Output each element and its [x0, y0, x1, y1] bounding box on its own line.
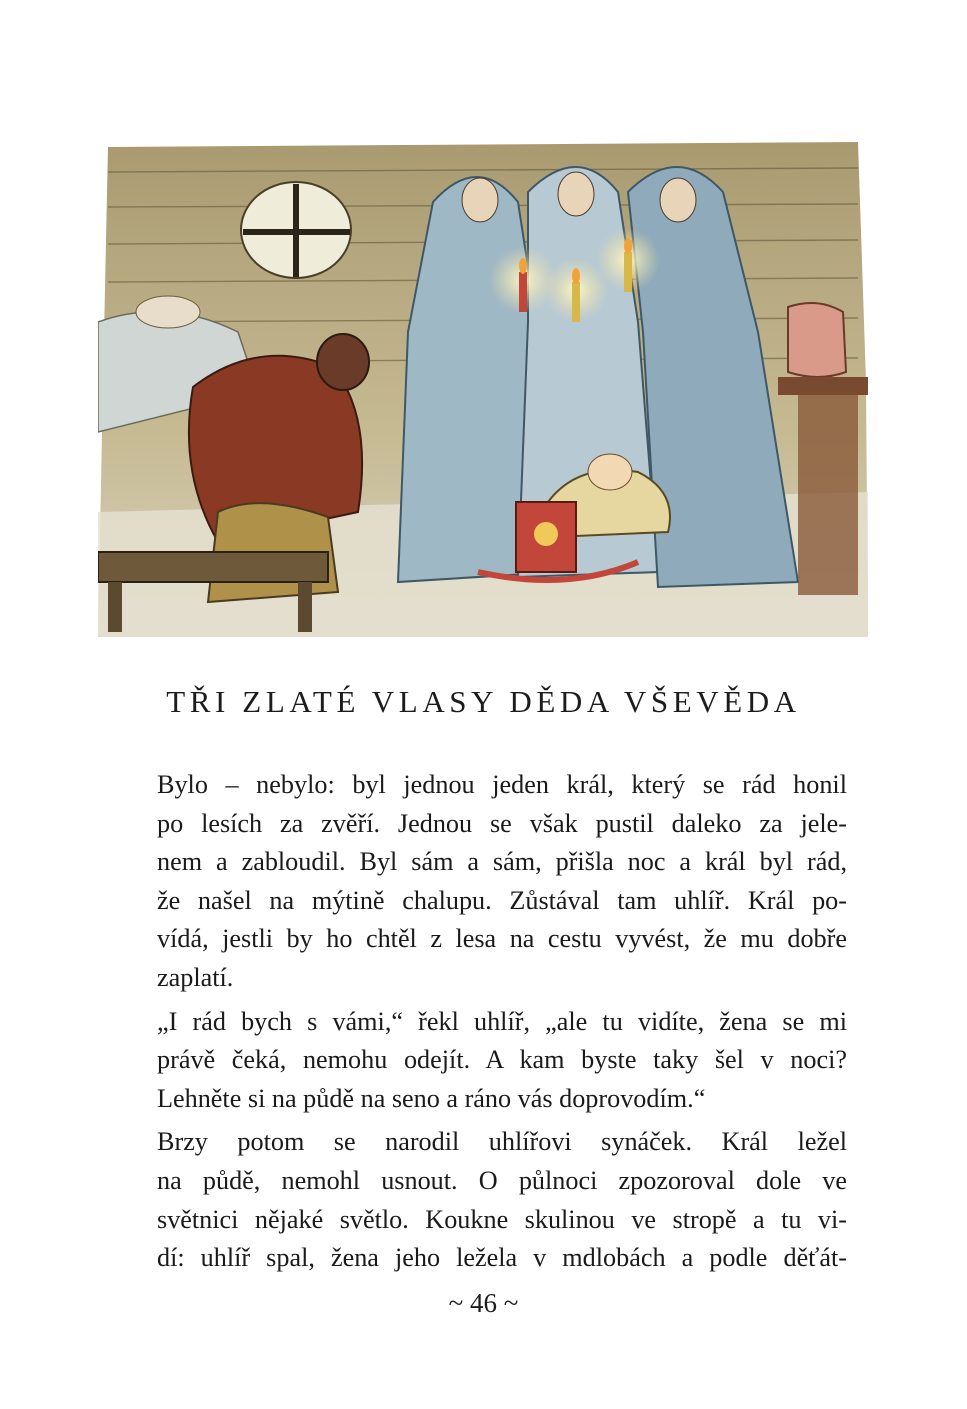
- paragraph-2: [118, 1003, 847, 1119]
- text-line: zaplatí.: [157, 962, 234, 992]
- story-text: [118, 766, 847, 1283]
- paragraph-3: [118, 1123, 847, 1277]
- text-line: Brzy potom se narodil uhlířovi synáček. Král ležel: [157, 1127, 847, 1157]
- text-line: Lehněte si na půdě na seno a ráno vás doprovodím.“: [157, 1083, 706, 1113]
- text-line: světnici nějaké světlo. Koukne skulinou ve stropě a tu vi-: [157, 1204, 847, 1234]
- story-illustration: [98, 132, 868, 644]
- page-number: ~ 46 ~: [448, 1288, 519, 1318]
- paragraph-1: [118, 766, 847, 998]
- text-line: na půdě, nemohl usnout. O půlnoci zpozoroval dole ve: [157, 1165, 847, 1195]
- text-line: nem a zabloudil. Byl sám a sám, přišla noc a král byl rád,: [157, 847, 847, 877]
- text-line: dí: uhlíř spal, žena jeho ležela v mdlobách a podle děťát-: [157, 1243, 847, 1273]
- text-line: „I rád bych s vámi,“ řekl uhlíř, „ale tu vidíte, žena se mi: [157, 1006, 847, 1036]
- text-line: po lesích za zvěří. Jednou se však pustil daleko za jele-: [157, 808, 847, 838]
- window-icon: [241, 182, 351, 278]
- illustration-scene: [98, 132, 868, 644]
- text-line: Bylo – nebylo: byl jednou jeden král, který se rád honil: [157, 770, 847, 799]
- text-line: právě čeká, nemohu odejít. A kam byste taky šel v noci?: [157, 1045, 847, 1075]
- text-line: že našel na mýtině chalupu. Zůstával tam uhlíř. Král po-: [157, 885, 847, 915]
- text-line: vídá, jestli by ho chtěl z lesa na cestu vyvést, že mu dobře: [157, 924, 847, 954]
- chapter-title: TŘI ZLATÉ VLASY DĚDA VŠEVĚDA: [166, 684, 801, 719]
